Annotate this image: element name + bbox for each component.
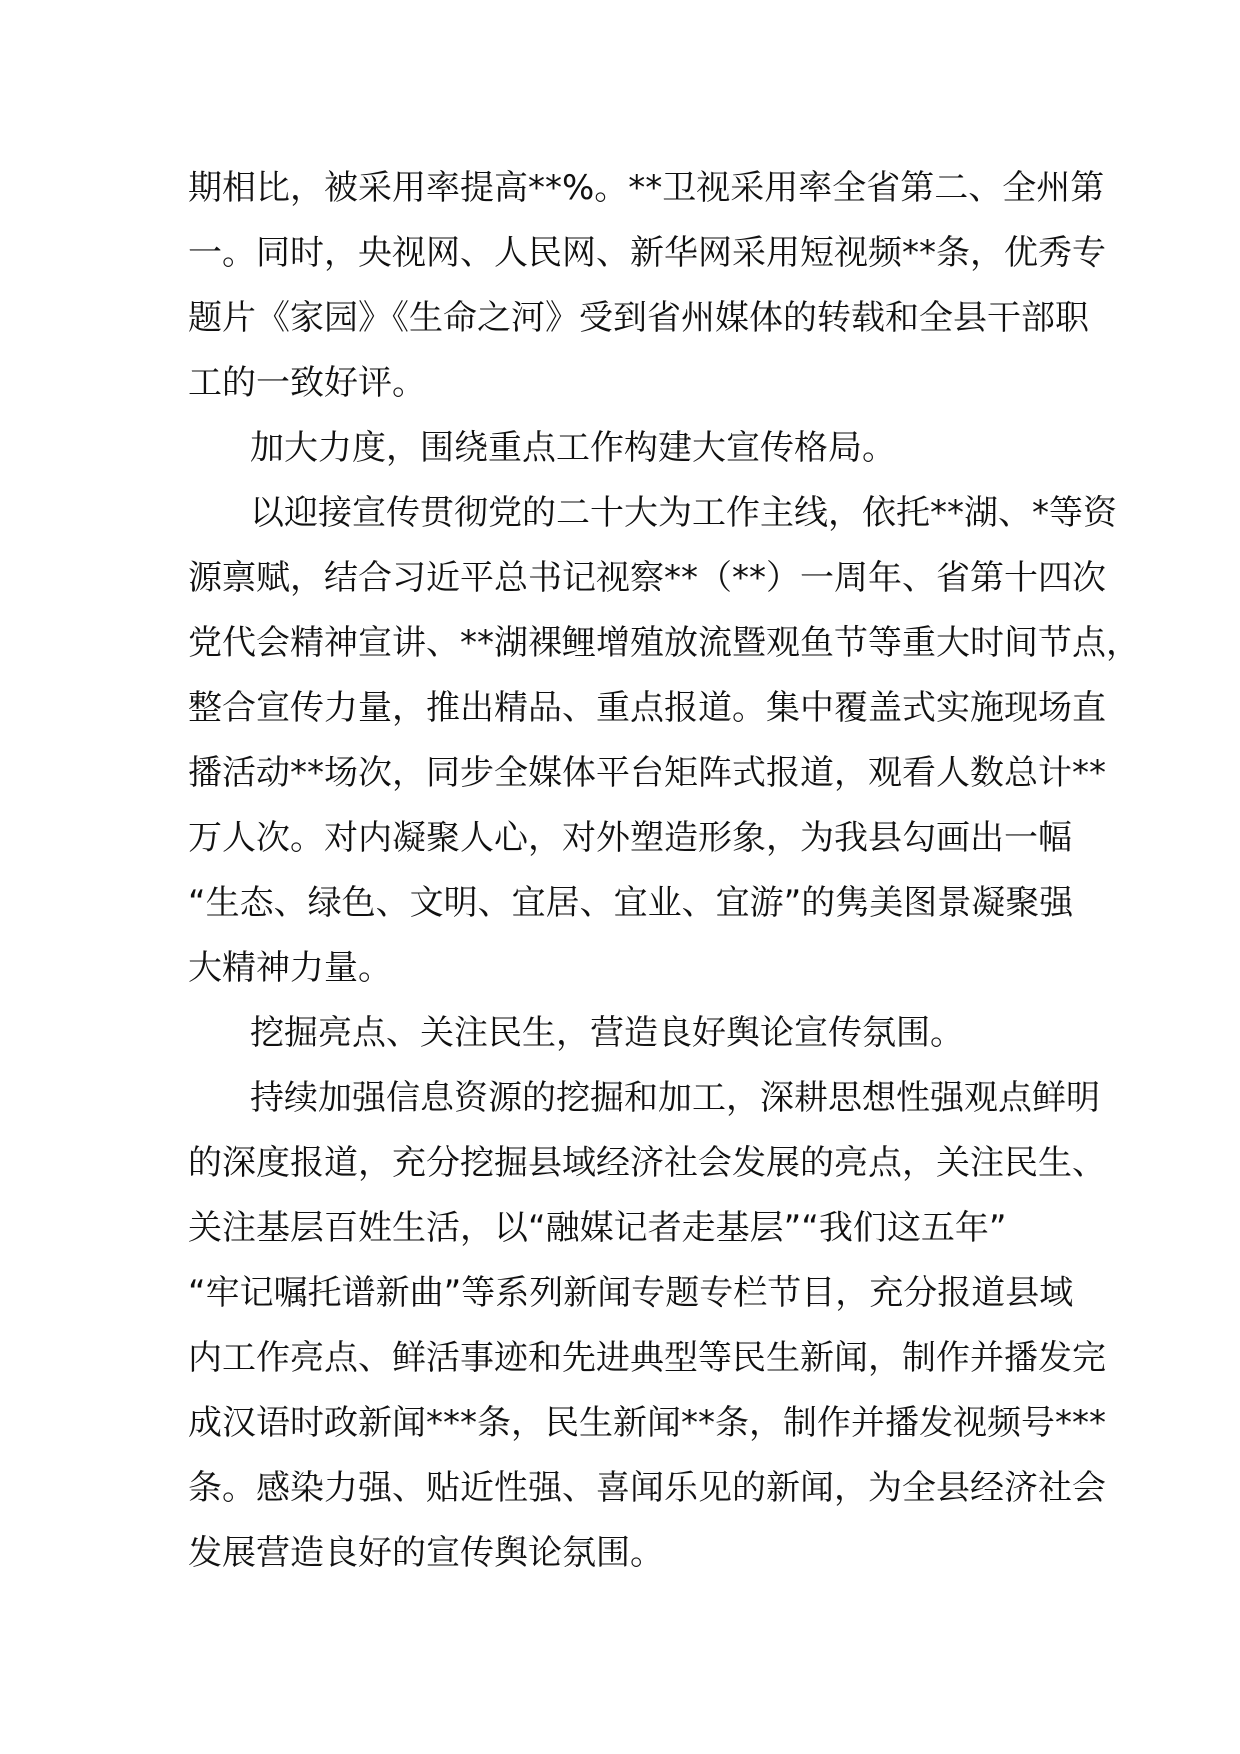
text-line: 发展营造良好的宣传舆论氛围。 xyxy=(188,1533,664,1573)
text-line: 播活动**场次，同步全媒体平台矩阵式报道，观看人数总计** xyxy=(188,753,1106,793)
text-line: 大精神力量。 xyxy=(188,948,392,988)
text-line: “生态、绿色、文明、宜居、宜业、宜游”的隽美图景凝聚强 xyxy=(188,883,1074,923)
text-line: “牢记嘱托谱新曲”等系列新闻专题专栏节目，充分报道县域 xyxy=(188,1273,1074,1313)
text-line: 期相比，被采用率提高**%。**卫视采用率全省第二、全州第 xyxy=(188,168,1105,208)
text-line: 整合宣传力量，推出精品、重点报道。集中覆盖式实施现场直 xyxy=(188,688,1106,728)
paragraph-first-line: 加大力度，围绕重点工作构建大宣传格局。 xyxy=(250,428,896,468)
text-line: 一。同时，央视网、人民网、新华网采用短视频**条，优秀专 xyxy=(188,233,1106,273)
document-body xyxy=(188,168,1140,1598)
text-line: 源禀赋，结合习近平总书记视察**（**）一周年、省第十四次 xyxy=(188,558,1106,598)
text-line: 内工作亮点、鲜活事迹和先进典型等民生新闻，制作并播发完 xyxy=(188,1338,1106,1378)
text-line: 题片《家园》《生命之河》受到省州媒体的转载和全县干部职 xyxy=(188,298,1089,338)
paragraph-first-line: 持续加强信息资源的挖掘和加工，深耕思想性强观点鲜明 xyxy=(250,1078,1100,1118)
text-line: 关注基层百姓生活，以“融媒记者走基层”“我们这五年” xyxy=(188,1208,1007,1248)
text-line: 党代会精神宣讲、**湖裸鲤增殖放流暨观鱼节等重大时间节点， xyxy=(188,623,1140,663)
text-line: 万人次。对内凝聚人心，对外塑造形象，为我县勾画出一幅 xyxy=(188,818,1072,858)
paragraph-first-line: 以迎接宣传贯彻党的二十大为工作主线，依托**湖、*等资 xyxy=(250,493,1117,533)
text-line: 成汉语时政新闻***条，民生新闻**条，制作并播发视频号*** xyxy=(188,1403,1106,1443)
text-line: 的深度报道，充分挖掘县域经济社会发展的亮点，关注民生、 xyxy=(188,1143,1106,1183)
text-line: 工的一致好评。 xyxy=(188,363,426,403)
paragraph-first-line: 挖掘亮点、关注民生，营造良好舆论宣传氛围。 xyxy=(250,1013,964,1053)
text-line: 条。感染力强、贴近性强、喜闻乐见的新闻，为全县经济社会 xyxy=(188,1468,1106,1508)
